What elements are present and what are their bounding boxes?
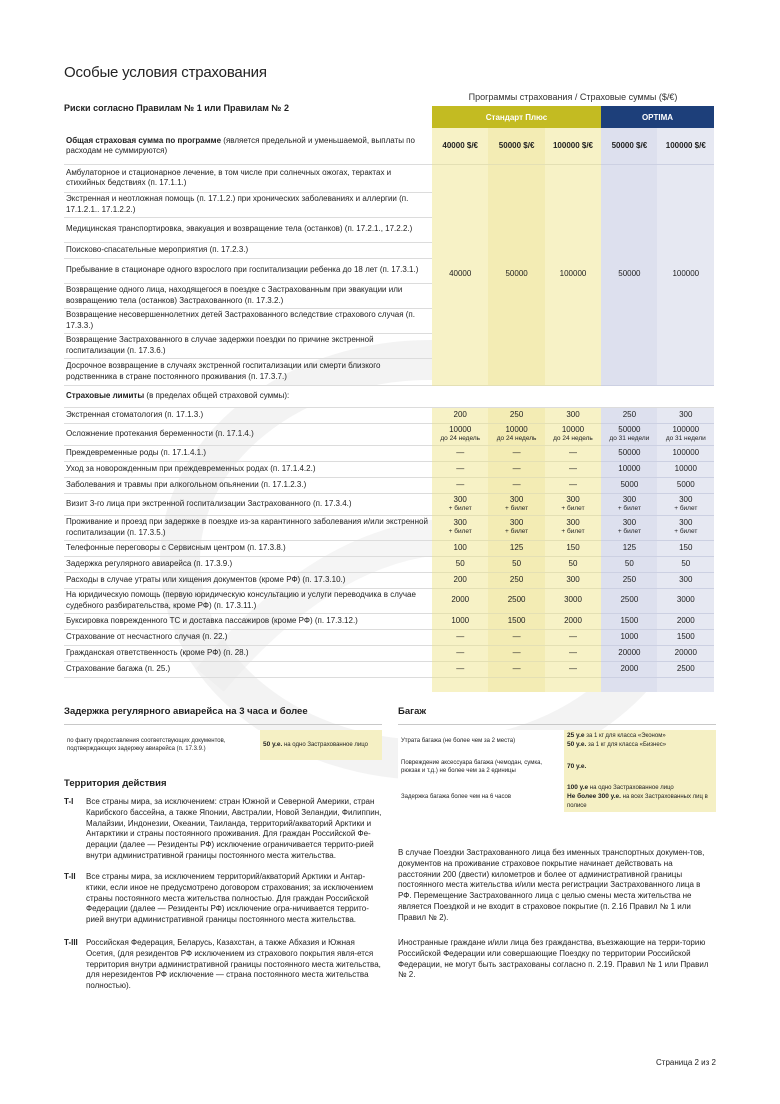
limit-value: 1000 — [601, 629, 657, 645]
risk-label: Пребывание в стационаре одного взрослого при госпитализации ребенка до 18 лет (п. 17.3.1.) — [64, 258, 432, 283]
limit-value: — — [488, 629, 544, 645]
limit-row — [64, 588, 714, 613]
total-sum-label: Общая страховая сумма по программе (является предельной и уменьшаемой, выплаты по расходам не суммируются) — [64, 128, 432, 164]
baggage-value: 25 у.е за 1 кг для класса «Эконом» 50 у.е. за 1 кг для класса «Бизнес» — [564, 730, 716, 752]
limit-value: 300 — [545, 572, 601, 588]
limit-value: 100000 до 31 недели — [658, 423, 714, 445]
divider — [64, 724, 382, 725]
territory-title: Территория действия — [64, 778, 167, 789]
risk-sum-value: 40000 — [432, 164, 488, 385]
limit-label: Телефонные переговоры с Сервисным центром (п. 17.3.8.) — [64, 540, 432, 556]
limit-row — [64, 493, 714, 515]
limit-value: 150 — [658, 540, 714, 556]
flight-delay-row — [64, 730, 382, 760]
limit-value: 250 — [601, 407, 657, 423]
limit-row — [64, 661, 714, 677]
limit-value: 20000 — [658, 645, 714, 661]
limit-value: 10000 — [658, 461, 714, 477]
baggage-label: Задержка багажа более чем на 6 часов — [398, 782, 564, 812]
limit-label: Уход за новорожденным при преждевременных родах (п. 17.1.4.2.) — [64, 461, 432, 477]
limit-value: 300 + билет — [432, 493, 488, 515]
total-sum-row — [64, 128, 714, 164]
risk-label: Возвращение Застрахованного в случае задержки поездки по причине экстренной госпитализации (п. 17.3.6.) — [64, 333, 432, 358]
baggage-row — [398, 730, 716, 752]
territory-code: T-II — [64, 872, 76, 881]
limit-row — [64, 477, 714, 493]
limit-row — [64, 407, 714, 423]
program-standard-header: Стандарт Плюс — [432, 106, 601, 128]
territory-text: Российская Федерация, Беларусь, Казахстан, а также Абхазия и Южная Осетия, (для резидентов РФ исключением из страхового покрытия явля-ется территория внутри административной границы постоянного места жительства, для нерезидентов РФ исключение — страна постоянного места жительства полностью). — [86, 938, 381, 991]
limit-value: 125 — [601, 540, 657, 556]
flight-delay-table — [64, 730, 382, 760]
limit-value: — — [432, 445, 488, 461]
limit-value: — — [432, 645, 488, 661]
limit-value: 50 — [545, 556, 601, 572]
baggage-row — [398, 752, 716, 782]
limit-value: — — [432, 629, 488, 645]
limit-label: Страхование от несчастного случая (п. 22.) — [64, 629, 432, 645]
limit-value: 200 — [432, 572, 488, 588]
limit-value: 50000 до 31 недели — [601, 423, 657, 445]
territory-item — [64, 797, 382, 862]
limit-value: 20000 — [601, 645, 657, 661]
limit-row — [64, 572, 714, 588]
limit-value: 300 + билет — [545, 493, 601, 515]
limit-value: 250 — [488, 572, 544, 588]
baggage-value: 70 у.е. — [564, 752, 716, 782]
limit-value: 100 — [432, 540, 488, 556]
limit-value: 300 + билет — [545, 515, 601, 540]
limit-value: 50 — [488, 556, 544, 572]
baggage-row — [398, 782, 716, 812]
programs-label: Программы страхования / Страховые суммы ($/€) — [468, 92, 678, 102]
limits-header: Страховые лимиты (в пределах общей страховой суммы): — [64, 385, 714, 407]
total-sum-value: 100000 $/€ — [545, 128, 601, 164]
limit-value: 1500 — [658, 629, 714, 645]
limit-row — [64, 629, 714, 645]
limit-row — [64, 515, 714, 540]
risk-label: Досрочное возвращение в случаях экстренной госпитализации или смерти близкого родственника в стране постоянного проживания (п. 17.3.7.) — [64, 358, 432, 385]
limit-label: Гражданская ответственность (кроме РФ) (п. 28.) — [64, 645, 432, 661]
risk-sum-value: 50000 — [601, 164, 657, 385]
territory-text: Все страны мира, за исключением: стран Южной и Северной Америки, стран Карибского бассейна, а также Японии, Австралии, Новой Зеландии, Филиппин, Малайзии, Индонезии, Океании, Таиланда, территорий/акваторий Арктики и Антарктики и страны постоянного проживания. Для граждан Российской Фе-дерации (далее — Резиденты РФ) исключение ограничивается террито-рией внутри административной границы постоянного места жительства. — [86, 797, 382, 860]
limit-value: 150 — [545, 540, 601, 556]
limit-value: 300 — [658, 407, 714, 423]
flight-delay-title: Задержка регулярного авиарейса на 3 часа и более — [64, 706, 308, 717]
limit-value: — — [545, 645, 601, 661]
limit-value: — — [432, 461, 488, 477]
limit-value: 5000 — [658, 477, 714, 493]
limit-value: 50 — [432, 556, 488, 572]
total-sum-value: 100000 $/€ — [658, 128, 714, 164]
limit-label: Буксировка поврежденного ТС и доставка пассажиров (кроме РФ) (п. 17.3.12.) — [64, 613, 432, 629]
risk-sum-value: 100000 — [545, 164, 601, 385]
risk-label: Возвращение одного лица, находящегося в поездке с Застрахованным при эвакуации или возвращению тела (останков) Застрахованного (п. 17.3.2.) — [64, 283, 432, 308]
territory-item — [64, 938, 382, 992]
total-sum-value: 40000 $/€ — [432, 128, 488, 164]
flight-delay-value: 50 у.е. на одно Застрахованное лицо — [260, 730, 382, 760]
limit-value: — — [545, 445, 601, 461]
limit-label: Проживание и проезд при задержке в поездке из-за карантинного заболевания и/или экстренной госпитализации (п. 17.3.5.) — [64, 515, 432, 540]
risks-label: Риски согласно Правилам № 1 или Правилам № 2 — [64, 103, 289, 113]
limit-row — [64, 445, 714, 461]
limit-value: 50000 — [601, 445, 657, 461]
limit-value: 10000 до 24 недель — [432, 423, 488, 445]
limit-value: 2000 — [545, 613, 601, 629]
risk-label: Амбулаторное и стационарное лечение, в том числе при солнечных ожогах, терактах и стихийных бедствиях (п. 17.1.1.) — [64, 164, 432, 192]
limit-label: Страхование багажа (п. 25.) — [64, 661, 432, 677]
limit-value: 300 + билет — [601, 493, 657, 515]
limit-value: 1000 — [432, 613, 488, 629]
risk-label: Поисково-спасательные мероприятия (п. 17.2.3.) — [64, 242, 432, 258]
limit-value: 2500 — [658, 661, 714, 677]
limit-row — [64, 556, 714, 572]
limit-row — [64, 461, 714, 477]
limit-value: 2000 — [601, 661, 657, 677]
limit-label: Задержка регулярного авиарейса (п. 17.3.9.) — [64, 556, 432, 572]
note-paragraph: Иностранные граждане и/или лица без гражданства, въезжающие на терри-торию Российской Федерации или совершающие Поездку по территории Российской Федерации, не могут быть застрахованы согласно п. 2.19. Правил № 1 или Правил № 2. — [398, 938, 709, 980]
limit-value: 3000 — [545, 588, 601, 613]
baggage-table — [398, 730, 716, 812]
limit-value: 1500 — [601, 613, 657, 629]
page-title: Особые условия страхования — [64, 64, 267, 81]
limit-value: 300 — [658, 572, 714, 588]
limit-value: — — [545, 461, 601, 477]
limit-label: Визит 3-го лица при экстренной госпитализации Застрахованного (п. 17.3.4.) — [64, 493, 432, 515]
territory-item — [64, 872, 382, 926]
baggage-title: Багаж — [398, 706, 427, 717]
limit-value: 300 + билет — [658, 493, 714, 515]
limit-value: 250 — [488, 407, 544, 423]
limit-value: 300 + билет — [488, 493, 544, 515]
coverage-table — [64, 128, 714, 678]
limit-label: На юридическую помощь (первую юридическую консультацию и услуги переводчика в случае судебного разбирательства, кроме РФ) (п. 17.3.11.) — [64, 588, 432, 613]
limit-value: 300 + билет — [432, 515, 488, 540]
territory-code: T-III — [64, 938, 78, 947]
total-sum-value: 50000 $/€ — [488, 128, 544, 164]
limit-value: — — [488, 477, 544, 493]
limit-value: — — [488, 661, 544, 677]
limit-label: Расходы в случае утраты или хищения документов (кроме РФ) (п. 17.3.10.) — [64, 572, 432, 588]
limit-value: — — [432, 661, 488, 677]
limit-row — [64, 613, 714, 629]
limit-label: Осложнение протекания беременности (п. 17.1.4.) — [64, 423, 432, 445]
flight-delay-condition: по факту предоставления соответствующих документов, подтверждающих задержку авиарейса (п. 17.3.9.) — [64, 730, 260, 760]
limit-value: 300 + билет — [601, 515, 657, 540]
limit-value: 5000 — [601, 477, 657, 493]
limit-value: 125 — [488, 540, 544, 556]
limit-value: — — [545, 661, 601, 677]
territory-code: T-I — [64, 797, 74, 806]
total-sum-value: 50000 $/€ — [601, 128, 657, 164]
page-number: Страница 2 из 2 — [656, 1058, 716, 1067]
limit-value: 50 — [601, 556, 657, 572]
limit-label: Заболевания и травмы при алкогольном опьянении (п. 17.1.2.3.) — [64, 477, 432, 493]
risk-sum-value: 50000 — [488, 164, 544, 385]
limit-value: 50 — [658, 556, 714, 572]
limit-row — [64, 423, 714, 445]
limit-value: 300 + билет — [658, 515, 714, 540]
limit-value: 1500 — [488, 613, 544, 629]
limit-value: 2000 — [658, 613, 714, 629]
territory-text: Все страны мира, за исключением территорий/акваторий Арктики и Антар-ктики, если иное не предусмотрено договором страхования; за исключением страны постоянного места жительства полностью. Для граждан Российской Федерации (далее — Резиденты РФ) исключение огра-ничивается террито-рией внутри административной границы постоянного места жительства. — [86, 872, 374, 925]
limit-value: 2500 — [601, 588, 657, 613]
limits-header-row — [64, 385, 714, 407]
limit-value: 10000 до 24 недель — [488, 423, 544, 445]
risk-label: Экстренная и неотложная помощь (п. 17.1.2.) при хронических заболеваниях и аллергии (п. 17.1.2.1.. 17.1.2.2.) — [64, 192, 432, 217]
baggage-value: 100 у.е на одно Застрахованное лицо Не более 300 у.е. на всех Застрахованных лиц в полисе — [564, 782, 716, 812]
risk-label: Возвращение несовершеннолетних детей Застрахованного вследствие страхового случая (п. 17.3.3.) — [64, 308, 432, 333]
program-optima-header: OPTIMA — [601, 106, 714, 128]
limit-value: — — [432, 477, 488, 493]
limit-value: 300 + билет — [488, 515, 544, 540]
limit-label: Экстренная стоматология (п. 17.1.3.) — [64, 407, 432, 423]
limit-value: — — [545, 629, 601, 645]
limit-value: 2500 — [488, 588, 544, 613]
risk-label: Медицинская транспортировка, эвакуация и возвращение тела (останков) (п. 17.2.1., 17.2.2.) — [64, 217, 432, 242]
limit-value: 2000 — [432, 588, 488, 613]
limit-value: 10000 до 24 недель — [545, 423, 601, 445]
note-paragraph: В случае Поездки Застрахованного лица без именных транспортных докумен-тов, документов на проживание страховое покрытие начинает действовать на расстоянии 200 (двести) километров и более от административной границы постоянного места жительства и/или места регистрации Застрахованного лица в РФ. Перемещение Застрахованного лица с целью смены места жительства не является Поездкой и не входит в страховое покрытие (п. 2.16 Правил № 1 или Правил № 2). — [398, 848, 705, 922]
baggage-label: Утрата багажа (не более чем за 2 места) — [398, 730, 564, 752]
limit-row — [64, 645, 714, 661]
limit-value: — — [488, 461, 544, 477]
limit-value: 100000 — [658, 445, 714, 461]
baggage-label: Повреждение аксессуара багажа (чемодан, сумка, рюкзак и т.д.) не более чем за 2 единицы — [398, 752, 564, 782]
limit-value: — — [488, 645, 544, 661]
limit-value: 3000 — [658, 588, 714, 613]
divider — [398, 724, 716, 725]
limit-value: 250 — [601, 572, 657, 588]
limit-value: — — [545, 477, 601, 493]
risk-sum-value: 100000 — [658, 164, 714, 385]
limit-value: — — [488, 445, 544, 461]
limit-row — [64, 540, 714, 556]
limit-value: 10000 — [601, 461, 657, 477]
limit-label: Преждевременные роды (п. 17.1.4.1.) — [64, 445, 432, 461]
limit-value: 300 — [545, 407, 601, 423]
limit-value: 200 — [432, 407, 488, 423]
risk-row — [64, 164, 714, 192]
